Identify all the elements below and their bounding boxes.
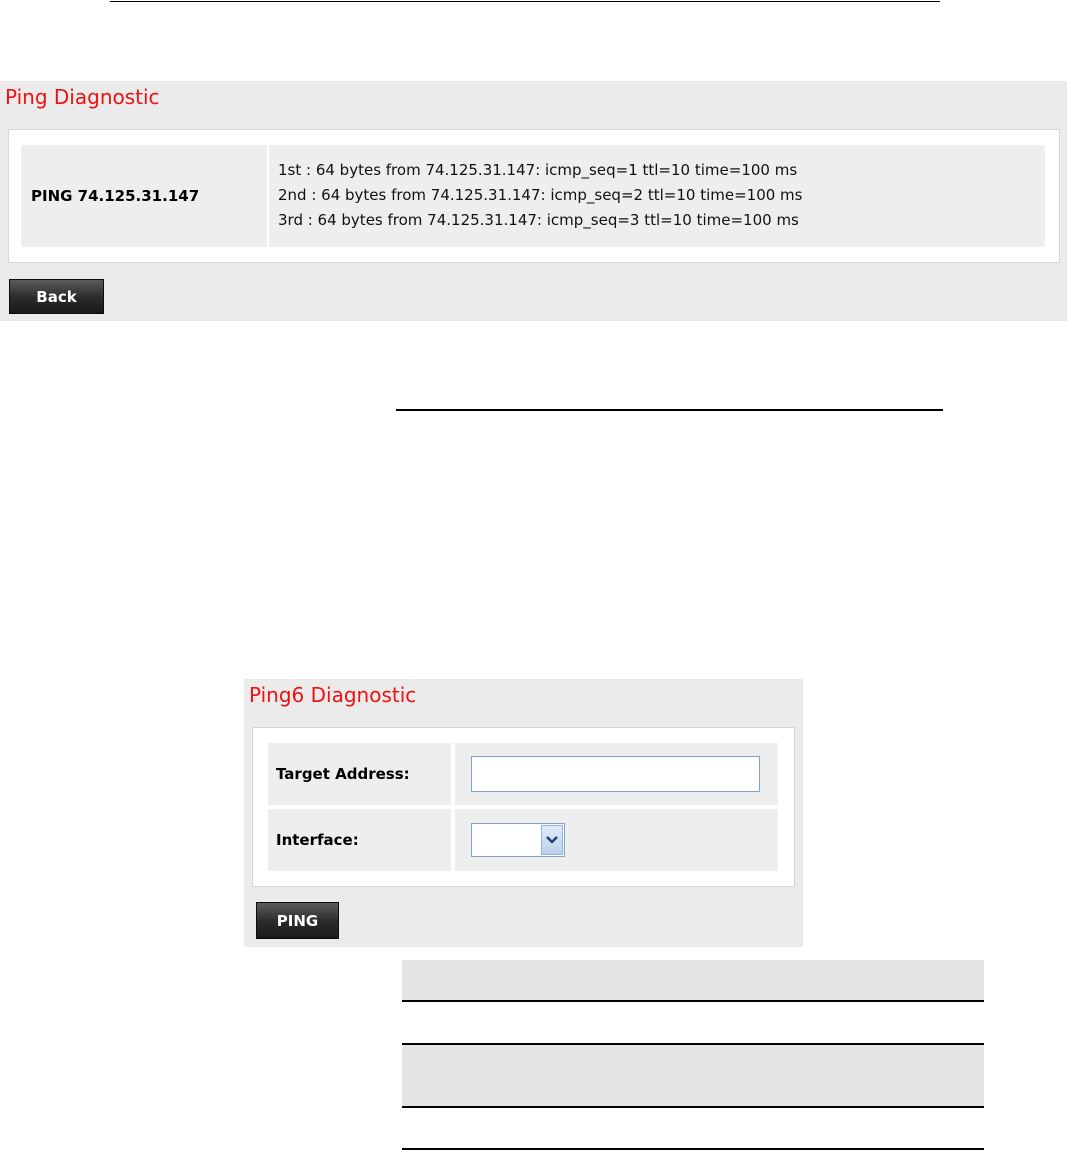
ping6-diagnostic-title: Ping6 Diagnostic xyxy=(249,683,417,707)
ping6-diagnostic-panel xyxy=(244,679,803,947)
ping-button[interactable]: PING xyxy=(256,902,339,939)
ping-result-box xyxy=(8,129,1060,263)
target-address-label: Target Address: xyxy=(268,743,451,805)
section-rule xyxy=(396,409,943,411)
top-rule xyxy=(110,1,940,2)
ping-result-line: 1st : 64 bytes from 74.125.31.147: icmp_seq=1 ttl=10 time=100 ms xyxy=(278,161,798,179)
interface-cell xyxy=(455,809,778,871)
table-rule xyxy=(402,1106,984,1108)
table-rule xyxy=(402,1000,984,1002)
target-address-cell xyxy=(455,743,778,805)
ping-diagnostic-title: Ping Diagnostic xyxy=(5,85,160,109)
back-button[interactable]: Back xyxy=(9,279,104,314)
ping-result-line: 2nd : 64 bytes from 74.125.31.147: icmp_seq=2 ttl=10 time=100 ms xyxy=(278,186,803,204)
interface-label: Interface: xyxy=(268,809,451,871)
interface-select[interactable] xyxy=(471,823,565,857)
ping6-form-box xyxy=(252,727,795,887)
chevron-down-icon xyxy=(546,836,558,844)
table-row-band xyxy=(402,1045,984,1106)
ping-target-label: PING 74.125.31.147 xyxy=(21,145,267,247)
ping-diagnostic-panel xyxy=(0,81,1067,321)
ping-result-line: 3rd : 64 bytes from 74.125.31.147: icmp_seq=3 ttl=10 time=100 ms xyxy=(278,211,799,229)
ping-result-lines xyxy=(269,145,1045,247)
chevron-down-icon[interactable] xyxy=(541,825,563,855)
table-header-band xyxy=(402,960,984,1000)
target-address-input[interactable] xyxy=(471,756,760,792)
